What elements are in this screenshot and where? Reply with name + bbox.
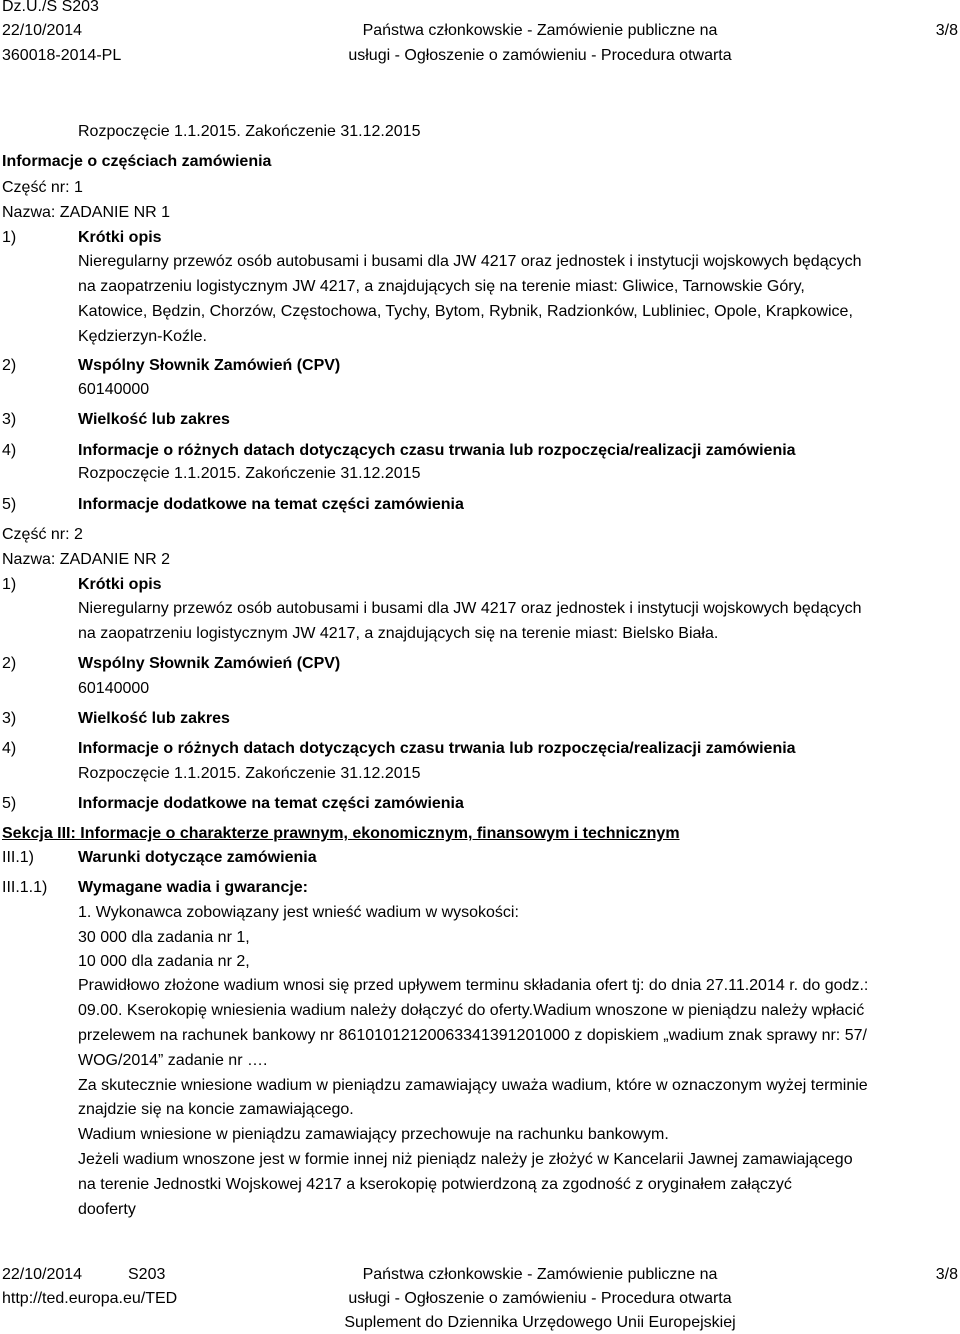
- section-heading: Sekcja III: Informacje o charakterze prawnym, ekonomicznym, finansowym i technicznym: [2, 825, 680, 842]
- document-id: 360018-2014-PL: [2, 47, 122, 64]
- item-number: 1): [2, 576, 17, 593]
- body-line: Prawidłowo złożone wadium wnosi się przed upływem terminu składania ofert tj: do dnia 27.11.2014 r. do godz.:: [78, 977, 869, 994]
- description-line: Nieregularny przewóz osób autobusami i busami dla JW 4217 oraz jednostek i instytucji wojskowych będących: [78, 253, 862, 270]
- dates-heading: Informacje o różnych datach dotyczących czasu trwania lub rozpoczęcia/realizacji zamówienia: [78, 442, 796, 459]
- header-date: 22/10/2014: [2, 22, 83, 39]
- item-number: III.1): [2, 849, 35, 866]
- part-number: Część nr: 2: [2, 526, 83, 543]
- item-number: 4): [2, 740, 17, 757]
- footer-title-line1: Państwa członkowskie - Zamówienie publiczne na: [362, 1266, 718, 1283]
- dates-value: Rozpoczęcie 1.1.2015. Zakończenie 31.12.2015: [78, 765, 421, 782]
- dates-heading: Informacje o różnych datach dotyczących czasu trwania lub rozpoczęcia/realizacji zamówienia: [78, 740, 796, 757]
- item-number: III.1.1): [2, 879, 48, 896]
- body-line: na terenie Jednostki Wojskowej 4217 a kserokopię potwierdzoną za zgodność z oryginałem załączyć: [78, 1176, 792, 1193]
- part-name: Nazwa: ZADANIE NR 2: [2, 551, 171, 568]
- description-line: na zaopatrzeniu logistycznym JW 4217, a znajdujących się na terenie miast: Gliwice, Tarnowskie Góry,: [78, 278, 805, 295]
- cpv-heading: Wspólny Słownik Zamówień (CPV): [78, 357, 341, 374]
- cpv-code: 60140000: [78, 680, 150, 697]
- description-line: na zaopatrzeniu logistycznym JW 4217, a znajdujących się na terenie miast: Bielsko Biała.: [78, 625, 719, 642]
- cpv-code: 60140000: [78, 381, 150, 398]
- journal-ref: Dz.U./S S203: [2, 0, 99, 15]
- body-line: 09.00. Kserokopię wniesienia wadium należy dołączyć do oferty.Wadium wnoszone w pieniądzu należy wpłacić: [78, 1002, 865, 1019]
- body-line: WOG/2014” zadanie nr ….: [78, 1052, 268, 1069]
- description-line: Kędzierzyn-Koźle.: [78, 328, 207, 345]
- description-line: Nieregularny przewóz osób autobusami i busami dla JW 4217 oraz jednostek i instytucji wojskowych będących: [78, 600, 862, 617]
- cpv-heading: Wspólny Słownik Zamówień (CPV): [78, 655, 341, 672]
- body-line: 10 000 dla zadania nr 2,: [78, 953, 250, 970]
- body-line: 1. Wykonawca zobowiązany jest wnieść wadium w wysokości:: [78, 904, 519, 921]
- footer-page-number: 3/8: [935, 1266, 958, 1283]
- deposits-heading: Wymagane wadia i gwarancje:: [78, 879, 309, 896]
- description-line: Katowice, Będzin, Chorzów, Częstochowa, Tychy, Bytom, Rybnik, Radzionków, Lubliniec, Opole, Krapkowice,: [78, 303, 853, 320]
- body-line: dooferty: [78, 1201, 136, 1218]
- item-number: 3): [2, 411, 17, 428]
- item-number: 2): [2, 357, 17, 374]
- short-description-heading: Krótki opis: [78, 576, 162, 593]
- body-line: 30 000 dla zadania nr 1,: [78, 929, 250, 946]
- footer-series: S203: [128, 1266, 166, 1283]
- footer-url: http://ted.europa.eu/TED: [2, 1290, 178, 1307]
- item-number: 1): [2, 229, 17, 246]
- header-title-line1: Państwa członkowskie - Zamówienie publiczne na: [362, 22, 718, 39]
- body-line: Za skutecznie wniesione wadium w pieniądzu zamawiający uważa wadium, które w oznaczonym wyżej terminie: [78, 1077, 868, 1094]
- item-number: 5): [2, 496, 17, 513]
- scope-heading: Wielkość lub zakres: [78, 411, 230, 428]
- parts-heading: Informacje o częściach zamówienia: [2, 153, 272, 170]
- item-number: 2): [2, 655, 17, 672]
- previous-dates: Rozpoczęcie 1.1.2015. Zakończenie 31.12.2015: [78, 123, 421, 140]
- body-line: Jeżeli wadium wnoszone jest w formie innej niż pieniądz należy je złożyć w Kancelarii Jawnej zamawiającego: [78, 1151, 853, 1168]
- item-number: 3): [2, 710, 17, 727]
- conditions-heading: Warunki dotyczące zamówienia: [78, 849, 317, 866]
- additional-info-heading: Informacje dodatkowe na temat części zamówienia: [78, 795, 464, 812]
- short-description-heading: Krótki opis: [78, 229, 162, 246]
- footer-date: 22/10/2014: [2, 1266, 83, 1283]
- header-page-number: 3/8: [935, 22, 958, 39]
- item-number: 5): [2, 795, 17, 812]
- additional-info-heading: Informacje dodatkowe na temat części zamówienia: [78, 496, 464, 513]
- body-line: przelewem na rachunek bankowy nr 86101012120063341391201000 z dopiskiem „wadium znak sprawy nr: 57/: [78, 1027, 867, 1044]
- item-number: 4): [2, 442, 17, 459]
- part-number: Część nr: 1: [2, 179, 83, 196]
- header-title-line2: usługi - Ogłoszenie o zamówieniu - Procedura otwarta: [348, 47, 732, 64]
- footer-title-line3: Suplement do Dziennika Urzędowego Unii Europejskiej: [344, 1314, 736, 1331]
- body-line: Wadium wniesione w pieniądzu zamawiający przechowuje na rachunku bankowym.: [78, 1126, 669, 1143]
- dates-value: Rozpoczęcie 1.1.2015. Zakończenie 31.12.2015: [78, 465, 421, 482]
- part-name: Nazwa: ZADANIE NR 1: [2, 204, 171, 221]
- footer-title-line2: usługi - Ogłoszenie o zamówieniu - Procedura otwarta: [348, 1290, 732, 1307]
- body-line: znajdzie się na koncie zamawiającego.: [78, 1101, 354, 1118]
- scope-heading: Wielkość lub zakres: [78, 710, 230, 727]
